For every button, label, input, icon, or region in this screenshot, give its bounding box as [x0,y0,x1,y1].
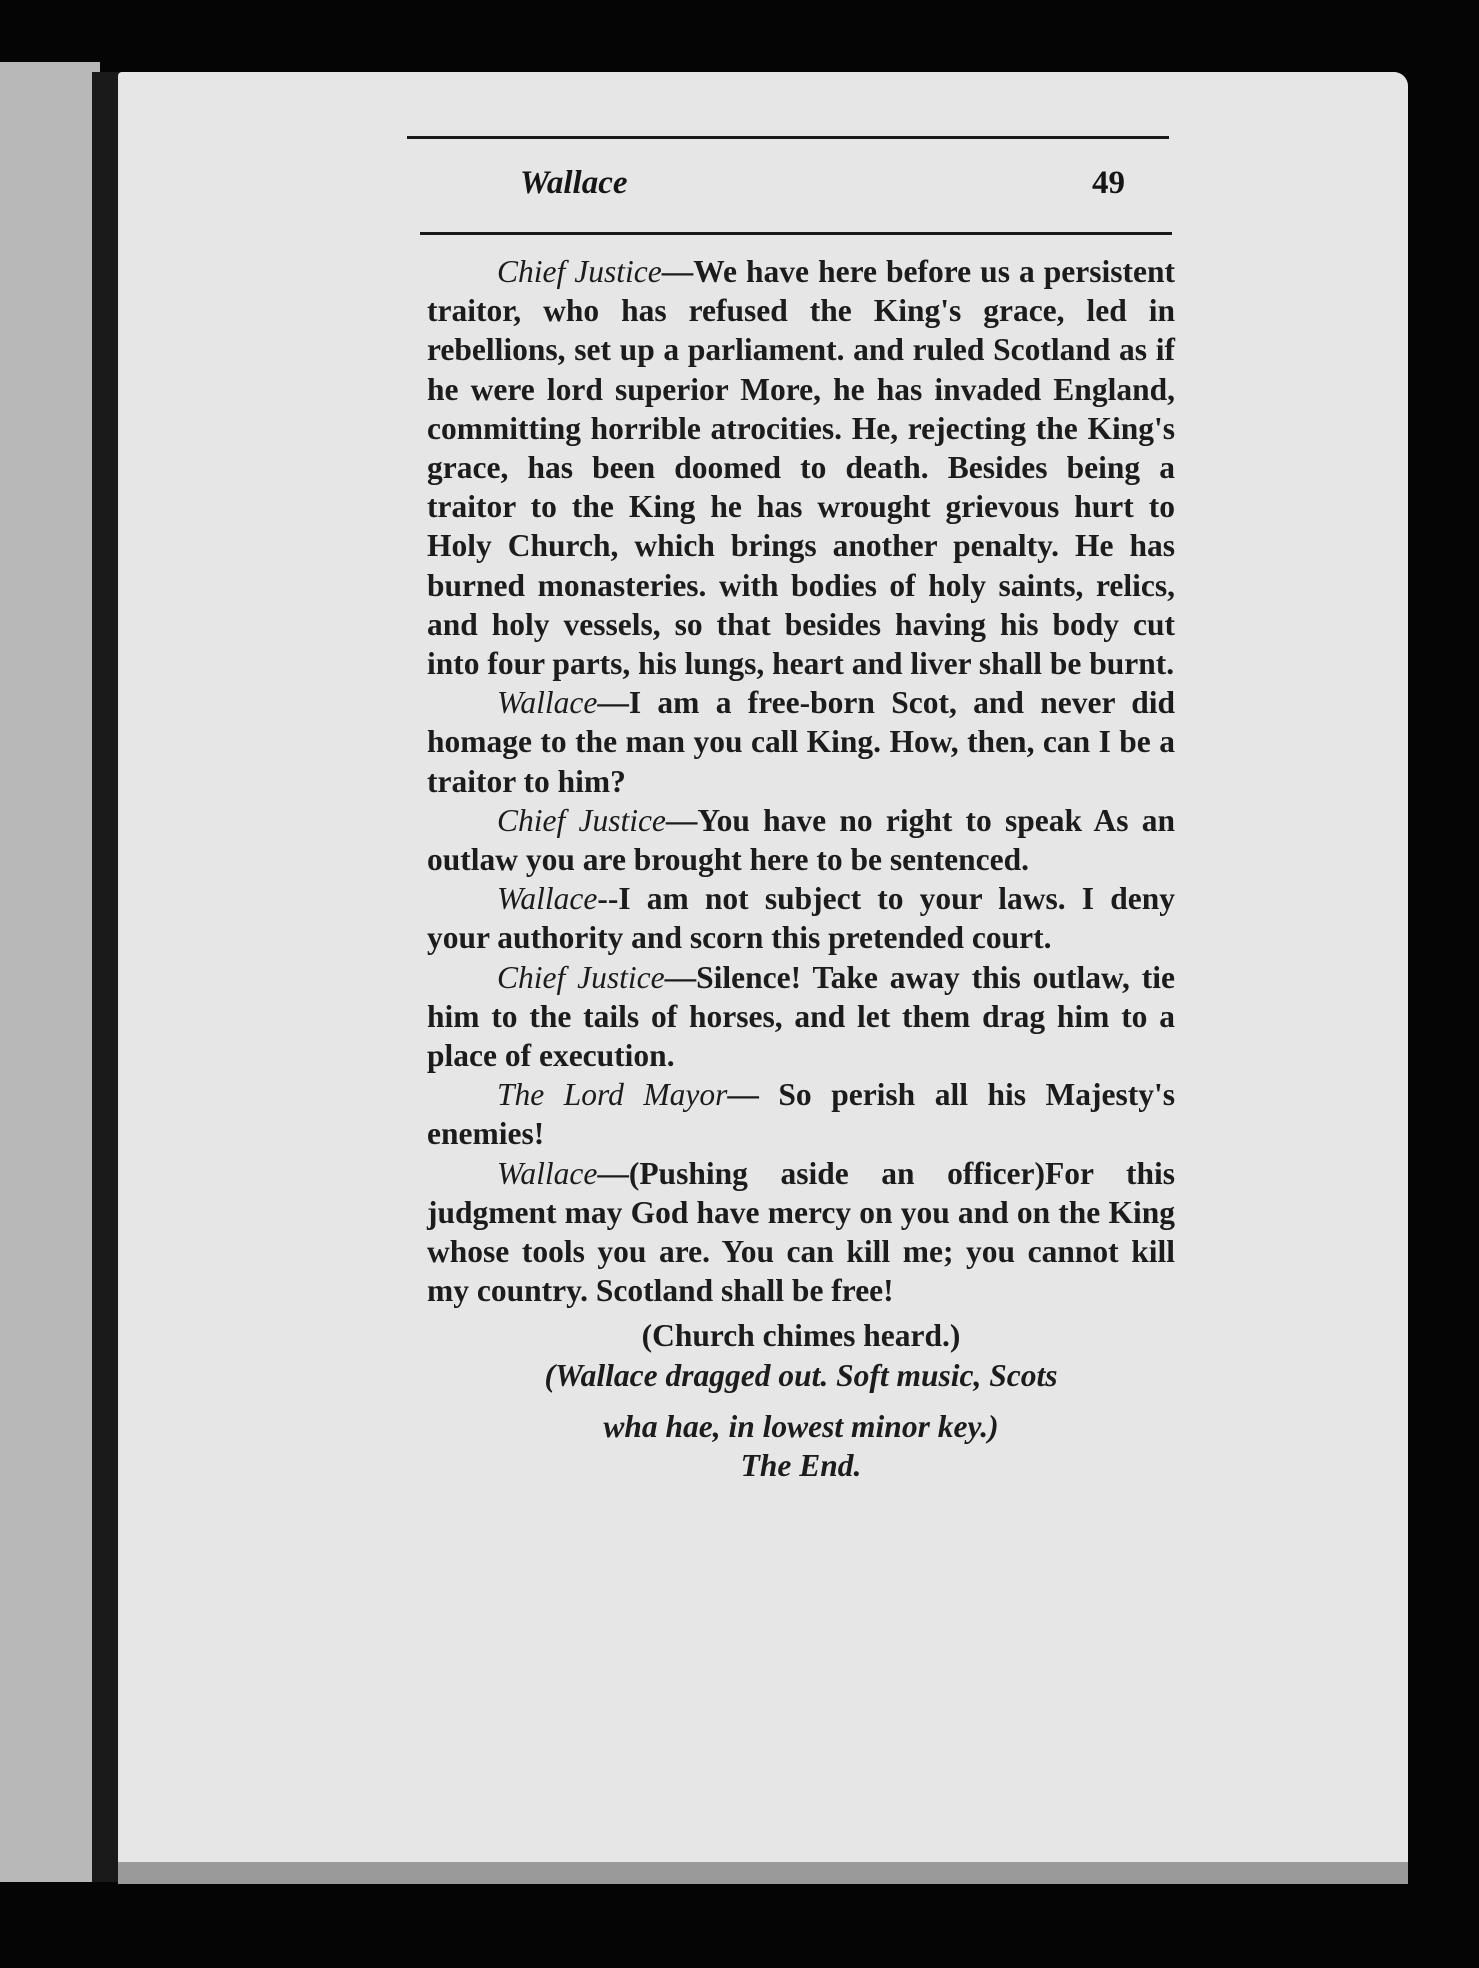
page-number: 49 [1092,165,1125,201]
stage-direction-1: (Wallace dragged out. Soft music, Scots [544,1357,1058,1393]
speech-text: (Pushing aside an officer)For this judgment may God have mercy on you and on the King whose tools you are. You can kill me; you cannot kill my country. Scotland shall be free! [427,1155,1175,1309]
speech-text: We have here before us a persistent traitor, who has refused the King's grace, led in rebellions, set up a parliament. and ruled Scotland as if he were lord superior More, he has invaded England, committing horrible atrocities. He, rejecting the King's grace, has been doomed to death. Besides being a traitor to the King he has wrought grievous hurt to Holy Church, which brings another penalty. He has burned monasteries. with bodies of holy saints, relics, and holy vessels, so that besides having his body cut into four parts, his lungs, heart and liver shall be burnt. [427,254,1176,682]
speech-text: You have no right to speak As an outlaw you are brought here to be sentenced. [427,802,1176,878]
speaker-name: Chief Justice [497,959,665,995]
text-block [427,252,1175,1485]
speech-text: So perish all his Majesty's enemies! [427,1077,1175,1152]
speech-text: Silence! Take away this outlaw, tie him to the tails of horses, and let them drag him to a place of execution. [427,959,1175,1074]
speaker-name: Chief Justice [497,802,666,838]
stage-direction-chimes: (Church chimes heard.) [641,1318,961,1354]
dialogue-entry: Chief Justice—You have no right to speak As an outlaw you are brought here to be sentenced. [427,802,1176,878]
dialogue-entry: Chief Justice—Silence! Take away this outlaw, tie him to the tails of horses, and let them drag him to a place of execution. [427,959,1175,1074]
speaker-name: Wallace [497,881,598,917]
left-page-edge [0,62,100,1882]
speech-text: I am a free-born Scot, and never did homage to the man you call King. How, then, can I be a traitor to him? [427,685,1175,799]
dialogue-entry: Chief Justice—We have here before us a persistent traitor, who has refused the King's grace, led in rebellions, set up a parliament. and ruled Scotland as if he were lord superior More, he has invaded England, committing horrible atrocities. He, rejecting the King's grace, has been doomed to death. Besides being a traitor to the King he has wrought grievous hurt to Holy Church, which brings another penalty. He has burned monasteries. with bodies of holy saints, relics, and holy vessels, so that besides having his body cut into four parts, his lungs, heart and liver shall be burnt. [427,254,1176,682]
header-rule [420,232,1172,235]
top-rule [407,136,1169,139]
dialogue-entry: Wallace--I am not subject to your laws. I deny your authority and scorn this pretended court. [427,881,1175,956]
speaker-name: Wallace [497,1155,598,1191]
speaker-name: Chief Justice [497,254,662,289]
page-bottom-edge [118,1862,1408,1884]
book-spine [92,72,120,1882]
speaker-name: Wallace [497,685,598,721]
speech-text: I am not subject to your laws. I deny your authority and scorn this pretended court. [427,881,1175,956]
running-title: Wallace [520,165,628,201]
stage-direction-2: wha hae, in lowest minor key.) [603,1408,999,1444]
dialogue-entry: Wallace—(Pushing aside an officer)For this judgment may God have mercy on you and on the King whose tools you are. You can kill me; you cannot kill my country. Scotland shall be free! [427,1155,1175,1309]
dialogue-entry: Wallace—I am a free-born Scot, and never did homage to the man you call King. How, then, can I be a traitor to him? [427,685,1175,799]
dialogue-entry: The Lord Mayor— So perish all his Majesty's enemies! [427,1077,1175,1152]
speaker-name: The Lord Mayor [497,1077,728,1113]
the-end: The End. [740,1448,862,1484]
